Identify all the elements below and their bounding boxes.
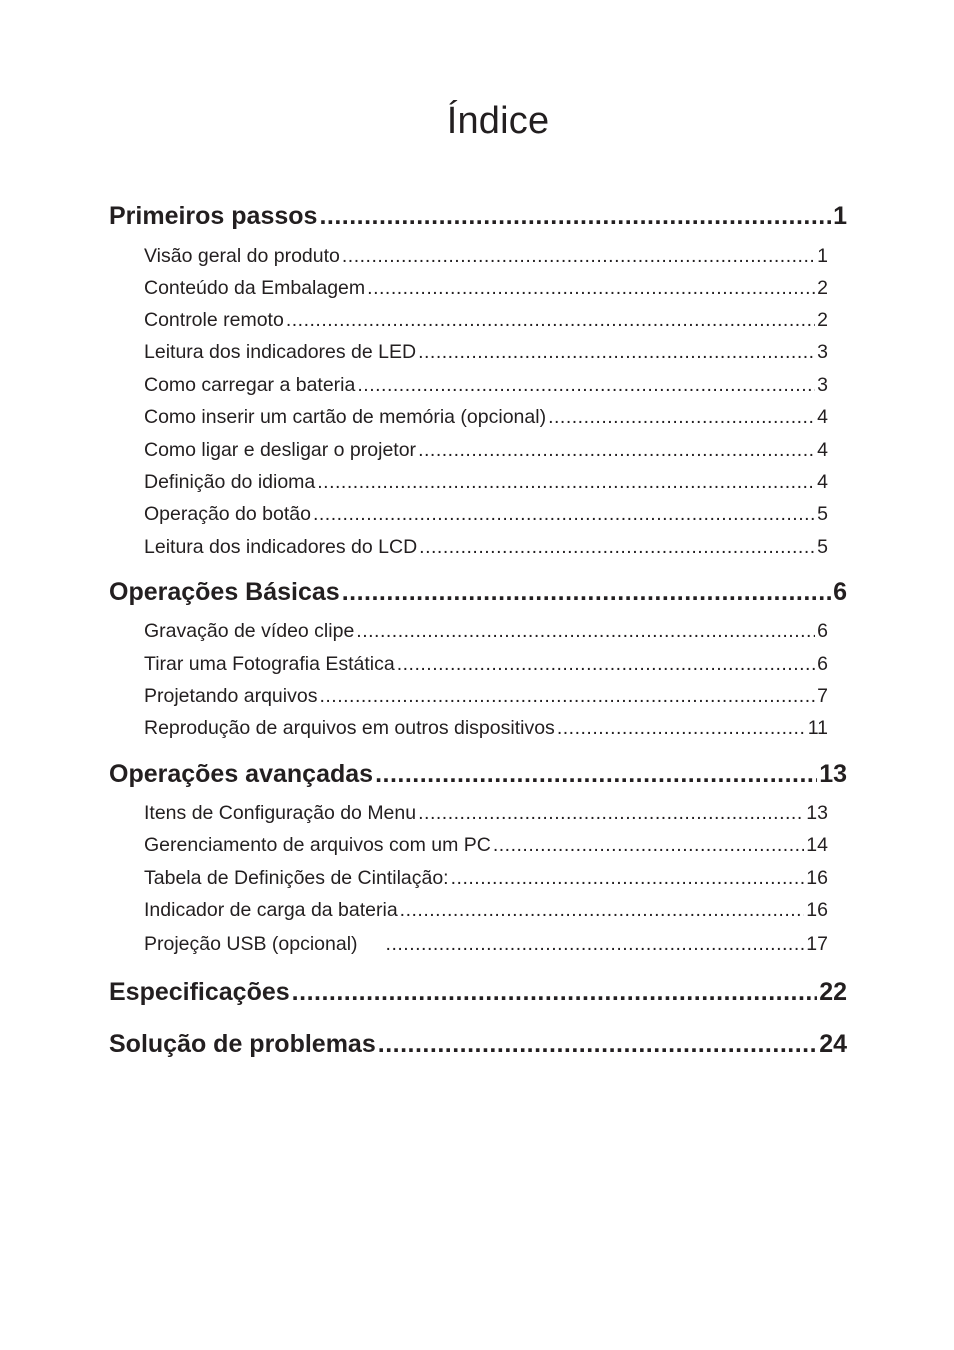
toc-item-label: Tabela de Definições de Cintilação: bbox=[144, 867, 449, 889]
toc-item-label: Definição do idioma bbox=[144, 471, 316, 493]
dot-leader bbox=[418, 439, 815, 462]
toc-page-number: 4 bbox=[817, 471, 828, 493]
page-title: Índice bbox=[446, 100, 550, 142]
dot-leader bbox=[375, 760, 817, 789]
toc-item-label: Tirar uma Fotografia Estática bbox=[144, 653, 395, 675]
toc-section-operacoes-basicas[interactable] bbox=[109, 578, 847, 612]
toc-item-label: Itens de Configuração do Menu bbox=[144, 802, 417, 824]
dot-leader bbox=[418, 802, 804, 825]
toc-page-number: 2 bbox=[817, 277, 828, 299]
dot-leader bbox=[418, 341, 815, 364]
toc-item-label: Como ligar e desligar o projetor bbox=[144, 439, 417, 461]
toc-item[interactable] bbox=[144, 899, 828, 925]
dot-leader bbox=[386, 933, 805, 956]
toc-section-operacoes-avancadas[interactable] bbox=[109, 760, 847, 794]
toc-item[interactable] bbox=[144, 439, 828, 465]
toc-page-number: 4 bbox=[817, 406, 828, 428]
toc-section-label: Operações Básicas bbox=[109, 578, 340, 606]
toc-item-label: Reprodução de arquivos em outros dispositivos bbox=[144, 717, 555, 739]
dot-leader bbox=[319, 685, 815, 708]
toc-page-number: 13 bbox=[806, 802, 828, 824]
toc-section-label: Especificações bbox=[109, 978, 290, 1006]
dot-leader bbox=[317, 471, 815, 494]
dot-leader bbox=[400, 899, 805, 922]
dot-leader bbox=[451, 867, 805, 890]
toc-page-number: 3 bbox=[817, 341, 828, 363]
toc-item-label: Indicador de carga da bateria bbox=[144, 899, 398, 921]
toc-item[interactable] bbox=[144, 834, 828, 860]
toc-page-number: 6 bbox=[817, 620, 828, 642]
toc-section-solucao-de-problemas[interactable] bbox=[109, 1030, 847, 1064]
toc-item[interactable] bbox=[144, 802, 828, 828]
toc-item[interactable] bbox=[144, 653, 828, 679]
toc-item-label: Operação do botão bbox=[144, 503, 311, 525]
toc-item[interactable] bbox=[144, 536, 828, 562]
toc-page-number: 5 bbox=[817, 503, 828, 525]
toc-page-number: 11 bbox=[807, 717, 828, 739]
toc-item-label: Controle remoto bbox=[144, 309, 284, 331]
toc-item[interactable] bbox=[144, 867, 828, 893]
toc-item-label: Projeção USB (opcional) bbox=[144, 933, 358, 955]
dot-leader bbox=[378, 1030, 817, 1059]
dot-leader bbox=[548, 406, 815, 429]
toc-item-label: Conteúdo da Embalagem bbox=[144, 277, 366, 299]
dot-leader bbox=[342, 245, 815, 268]
toc-item[interactable] bbox=[144, 277, 828, 303]
toc-page-number: 1 bbox=[817, 245, 828, 267]
dot-leader bbox=[292, 978, 818, 1007]
toc-item[interactable] bbox=[144, 245, 828, 271]
toc-item-label: Leitura dos indicadores de LED bbox=[144, 341, 417, 363]
toc-item[interactable] bbox=[144, 341, 828, 367]
toc-page-number: 2 bbox=[817, 309, 828, 331]
dot-leader bbox=[357, 374, 815, 397]
toc-item-label: Visão geral do produto bbox=[144, 245, 340, 267]
dot-leader bbox=[493, 834, 804, 857]
toc-item[interactable] bbox=[144, 471, 828, 497]
toc-item[interactable] bbox=[144, 933, 828, 959]
dot-leader bbox=[319, 202, 831, 231]
toc-item-label: Projetando arquivos bbox=[144, 685, 318, 707]
toc-item[interactable] bbox=[144, 374, 828, 400]
toc-page-number: 1 bbox=[833, 202, 847, 230]
toc-page-number: 6 bbox=[833, 578, 847, 606]
toc-item[interactable] bbox=[144, 406, 828, 432]
toc-section-primeiros-passos[interactable] bbox=[109, 202, 847, 236]
toc-item-label: Como inserir um cartão de memória (opcional) bbox=[144, 406, 547, 428]
toc-page-number: 14 bbox=[806, 834, 828, 856]
toc-page-number: 22 bbox=[819, 978, 847, 1006]
toc-item[interactable] bbox=[144, 620, 828, 646]
toc-page-number: 16 bbox=[806, 867, 828, 889]
toc-section-label: Primeiros passos bbox=[109, 202, 318, 230]
toc-section-label: Operações avançadas bbox=[109, 760, 374, 788]
dot-leader bbox=[342, 578, 831, 607]
toc-page-number: 7 bbox=[817, 685, 828, 707]
toc-item[interactable] bbox=[144, 503, 828, 529]
toc-item-label: Como carregar a bateria bbox=[144, 374, 356, 396]
dot-leader bbox=[367, 277, 815, 300]
toc-page-number: 4 bbox=[817, 439, 828, 461]
dot-leader bbox=[286, 309, 815, 332]
toc-item[interactable] bbox=[144, 717, 828, 743]
toc-item[interactable] bbox=[144, 309, 828, 335]
toc-section-especificacoes[interactable] bbox=[109, 978, 847, 1012]
toc-item-label: Leitura dos indicadores do LCD bbox=[144, 536, 418, 558]
dot-leader bbox=[313, 503, 815, 526]
toc-page-number: 16 bbox=[806, 899, 828, 921]
dot-leader bbox=[419, 536, 815, 559]
dot-leader bbox=[356, 620, 815, 643]
toc-page-number: 17 bbox=[806, 933, 828, 955]
toc-page-number: 24 bbox=[819, 1030, 847, 1058]
toc-page-number: 5 bbox=[817, 536, 828, 558]
toc-page-number: 13 bbox=[819, 760, 847, 788]
toc-item-label: Gravação de vídeo clipe bbox=[144, 620, 355, 642]
toc-page-number: 3 bbox=[817, 374, 828, 396]
toc-item[interactable] bbox=[144, 685, 828, 711]
toc-item-label: Gerenciamento de arquivos com um PC bbox=[144, 834, 491, 856]
dot-leader bbox=[397, 653, 815, 676]
dot-leader bbox=[557, 717, 806, 740]
toc-section-label: Solução de problemas bbox=[109, 1030, 376, 1058]
toc-page-number: 6 bbox=[817, 653, 828, 675]
